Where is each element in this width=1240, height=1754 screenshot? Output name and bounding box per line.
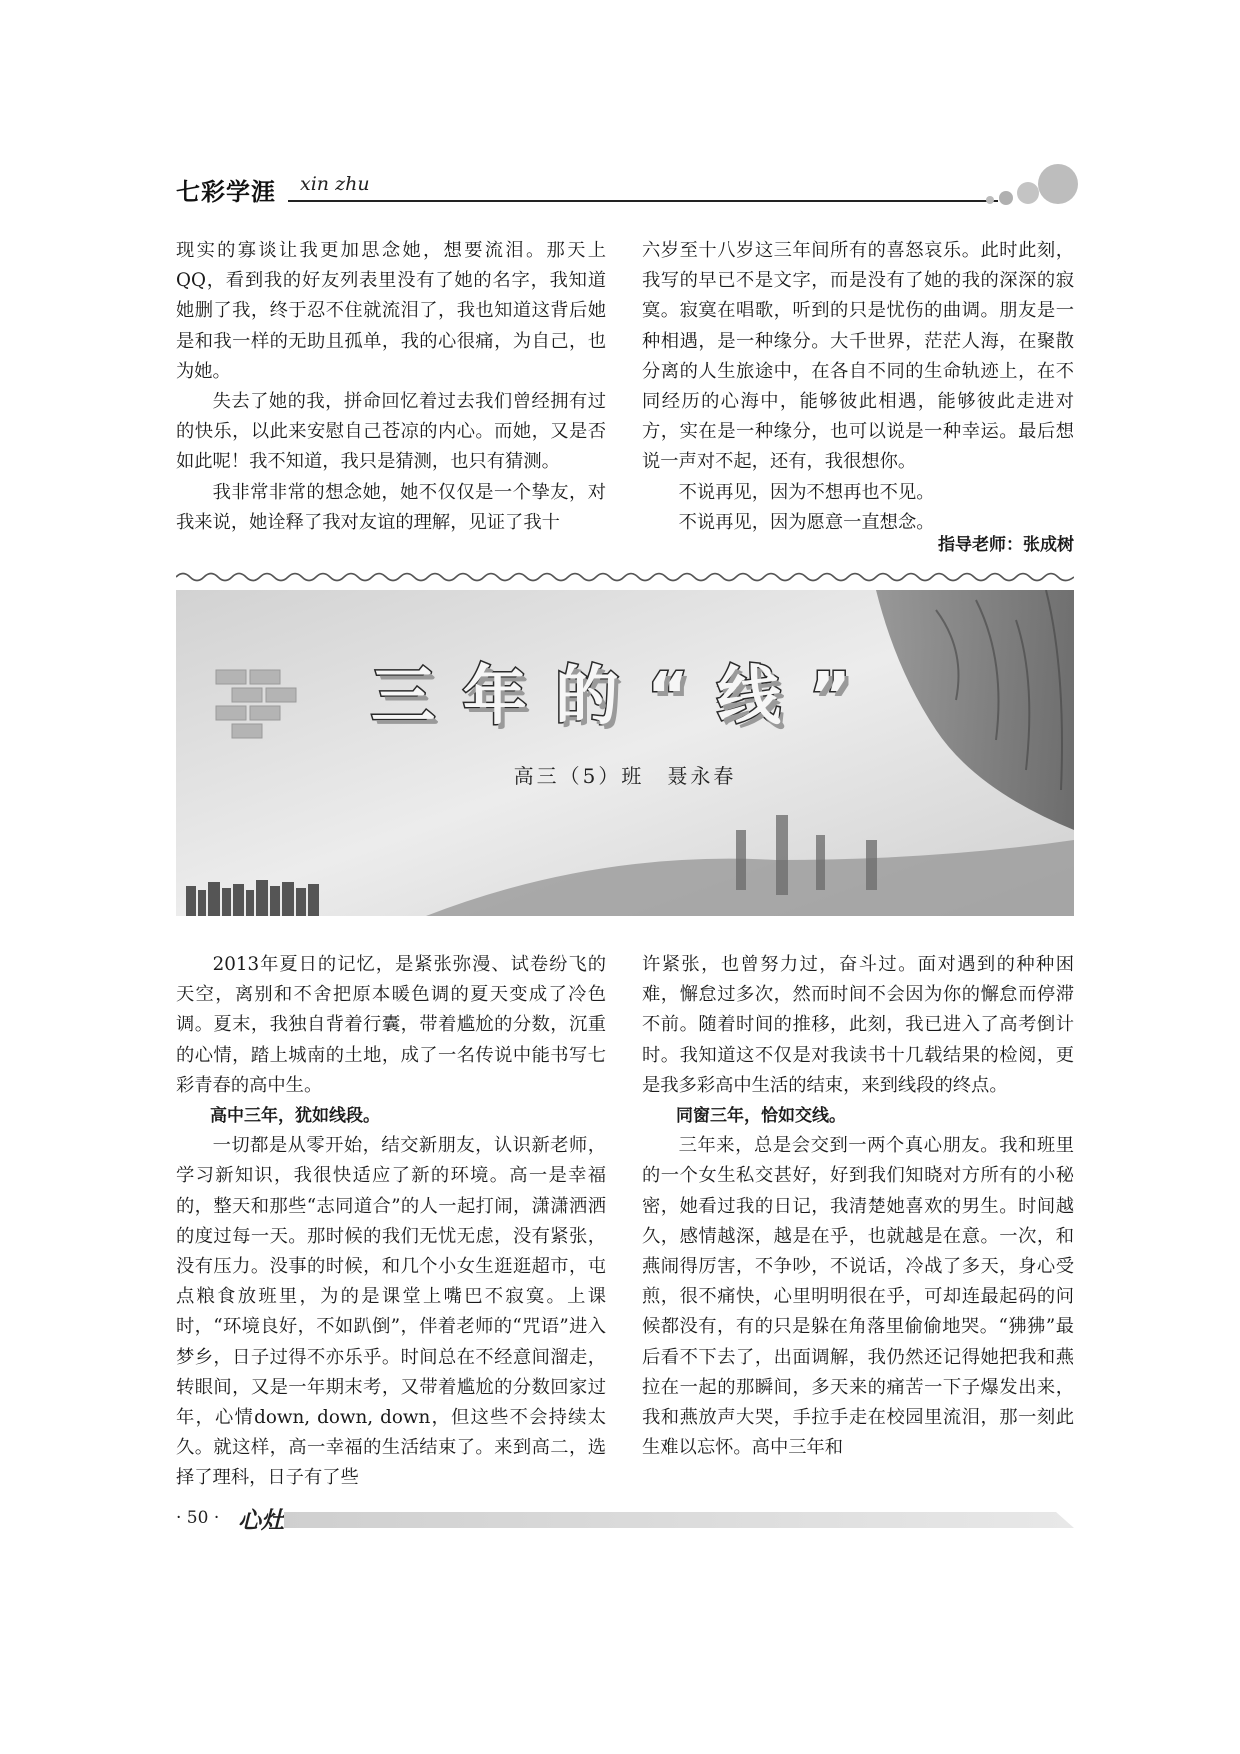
article-column-1	[176, 950, 606, 1494]
instructor-credit: 指导老师：张成树	[938, 535, 1074, 555]
article-title: 三年的“线”	[370, 660, 880, 734]
running-header	[176, 162, 1076, 212]
article-column-2	[642, 950, 1074, 1463]
section-title: 七彩学涯	[176, 178, 276, 206]
paragraph: 不说再见，因为不想再也不见。	[678, 481, 935, 503]
paragraph: 我非常非常的想念她，她不仅仅是一个挚友，对我来说，她诠释了我对友谊的理解，见证了我十	[176, 481, 606, 533]
article-title-banner	[176, 590, 1074, 916]
paragraph: 一切都是从零开始，结交新朋友，认识新老师，学习新知识，我很快适应了新的环境。高一是幸福的，整天和那些“志同道合”的人一起打闹，潇潇洒洒的度过每一天。那时候的我们无忧无虑，没有紧张，没有压力。没事的时候，和几个小女生逛逛超市，屯点粮食放班里，为的是课堂上嘴巴不寂寞。上课时，“环境良好，不如趴倒”，伴着老师的“咒语”进入梦乡，日子过得不亦乐乎。时间总在不经意间溜走，转眼间，又是一年期末考，又带着尴尬的分数回家过年，心情down, down, down，但这些不会持续太久。就这样，高一幸福的生活结束了。来到高二，选择了理科，日子有了些	[176, 1135, 606, 1489]
subheading: 高中三年，犹如线段。	[210, 1106, 380, 1127]
subheading: 同窗三年，恰如交线。	[676, 1106, 846, 1127]
section-pinyin: xin zhu	[300, 173, 370, 195]
article-byline: 高三（5）班 聂永春	[513, 764, 737, 788]
banner-background-icon	[176, 590, 1074, 916]
page-number: · 50 ·	[176, 1508, 220, 1528]
footer-bar-icon	[284, 1512, 1074, 1528]
paragraph: 现实的寡谈让我更加思念她，想要流泪。那天上QQ，看到我的好友列表里没有了她的名字，我知道她删了我，终于忍不住就流泪了，我也知道这背后她是和我一样的无助且孤单，我的心很痛，为自己，也为她。	[176, 240, 606, 382]
paragraph: 失去了她的我，拼命回忆着过去我们曾经拥有过的快乐，以此来安慰自己苍凉的内心。而她，又是否如此呢！我不知道，我只是猜测，也只有猜测。	[176, 391, 606, 473]
prev-article-column-1	[176, 236, 606, 538]
decorative-dots-icon	[976, 162, 1086, 210]
paragraph: 2013年夏日的记忆，是紧张弥漫、试卷纷飞的天空，离别和不舍把原本暖色调的夏天变成了冷色调。夏末，我独自背着行囊，带着尴尬的分数，沉重的心情，踏上城南的土地，成了一名传说中能书写七彩青春的高中生。	[176, 954, 606, 1096]
paragraph: 六岁至十八岁这三年间所有的喜怒哀乐。此时此刻，我写的早已不是文字，而是没有了她的我的深深的寂寞。寂寞在唱歌，听到的只是忧伤的曲调。朋友是一种相遇，是一种缘分。大千世界，茫茫人海，在聚散分离的人生旅途中，在各自不同的生命轨迹上，在不同经历的心海中，能够彼此相遇，能够彼此走进对方，实在是一种缘分，也可以说是一种幸运。最后想说一声对不起，还有，我很想你。	[642, 240, 1074, 473]
paragraph: 三年来，总是会交到一两个真心朋友。我和班里的一个女生私交甚好，好到我们知晓对方所有的小秘密，她看过我的日记，我清楚她喜欢的男生。时间越久，感情越深，越是在乎，也就越是在意。一次，和燕闹得厉害，不争吵，不说话，冷战了多天，身心受煎，很不痛快，心里明明很在乎，可却连最起码的问候都没有，有的只是躲在角落里偷偷地哭。“狒狒”最后看不下去了，出面调解，我仍然还记得她把我和燕拉在一起的那瞬间，多天来的痛苦一下子爆发出来，我和燕放声大哭，手拉手走在校园里流泪，那一刻此生难以忘怀。高中三年和	[642, 1135, 1074, 1459]
header-rule	[288, 200, 998, 202]
vine-divider-icon	[176, 570, 1074, 584]
paragraph: 不说再见，因为愿意一直想念。	[678, 511, 935, 533]
paragraph: 许紧张，也曾努力过，奋斗过。面对遇到的种种困难，懈怠过多次，然而时间不会因为你的懈怠而停滞不前。随着时间的推移，此刻，我已进入了高考倒计时。我知道这不仅是对我读书十几载结果的检阅，更是我多彩高中生活的结束，来到线段的终点。	[642, 954, 1074, 1096]
page-footer	[176, 1500, 1076, 1540]
prev-article-column-2	[642, 236, 1074, 538]
magazine-name: 心灶	[238, 1508, 284, 1534]
